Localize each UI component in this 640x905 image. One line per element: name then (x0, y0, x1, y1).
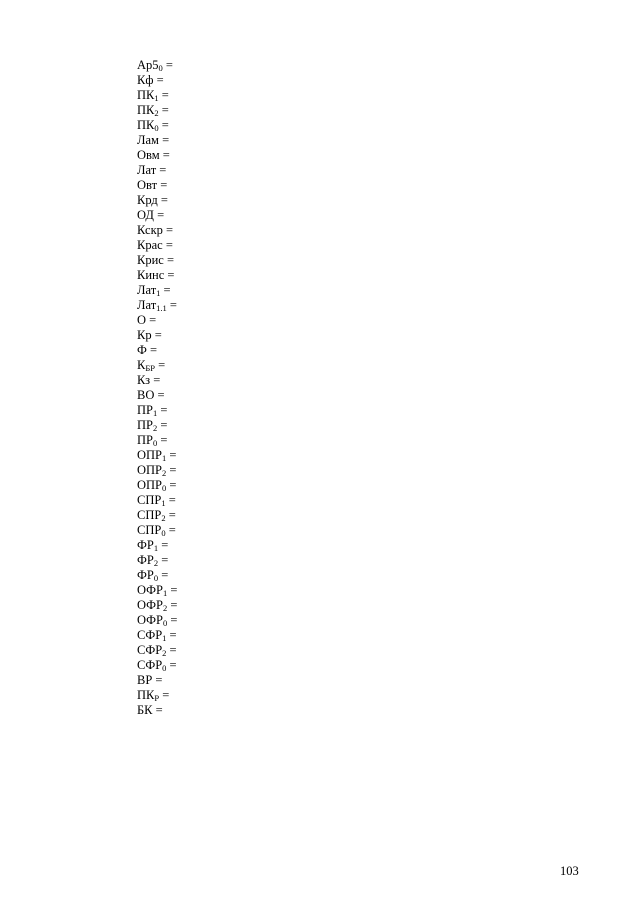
equals-sign: = (150, 373, 161, 387)
equals-sign: = (152, 703, 163, 717)
formula-line (137, 703, 177, 718)
formula-line (137, 598, 177, 613)
formula-line (137, 388, 177, 403)
formula-subscript: 2 (163, 603, 168, 613)
equals-sign: = (156, 163, 167, 177)
formula-subscript: БР (145, 363, 155, 373)
formula-line (137, 298, 177, 313)
formula-symbol: СПР (137, 493, 162, 507)
formula-symbol: Овт (137, 178, 158, 192)
formula-subscript: 0 (158, 63, 163, 73)
equals-sign: = (159, 148, 170, 162)
formula-symbol: ПК (137, 688, 155, 702)
equals-sign: = (158, 118, 169, 132)
formula-symbol: ПК (137, 118, 155, 132)
formula-line (137, 508, 177, 523)
equals-sign: = (160, 283, 171, 297)
equals-sign: = (167, 583, 178, 597)
formula-symbol: К (137, 358, 146, 372)
formula-subscript: 1 (156, 288, 161, 298)
formula-line (137, 223, 177, 238)
equals-sign: = (167, 613, 178, 627)
equals-sign: = (158, 133, 170, 147)
equals-sign: = (158, 538, 169, 552)
equals-sign: = (165, 523, 176, 537)
formula-line (137, 403, 177, 418)
equals-sign: = (164, 268, 175, 282)
formula-subscript: 2 (154, 108, 159, 118)
formula-symbol: Кз (137, 373, 151, 387)
equals-sign: = (166, 448, 177, 462)
equals-sign: = (158, 568, 169, 582)
formula-line (137, 313, 177, 328)
formula-symbol: ОФР (137, 583, 164, 597)
formula-line (137, 58, 177, 73)
formula-line (137, 658, 177, 673)
formula-symbol: Кскр (137, 223, 163, 237)
formula-symbol: Лат (137, 283, 157, 297)
formula-line (137, 568, 177, 583)
formula-subscript: 1 (152, 408, 158, 418)
formula-line (137, 208, 177, 223)
equals-sign: = (146, 313, 157, 327)
formula-symbol: БК (137, 703, 153, 717)
equals-sign: = (152, 673, 163, 687)
equals-sign: = (157, 418, 168, 432)
formula-line (137, 478, 177, 493)
formula-line (137, 103, 177, 118)
formula-subscript: Р (154, 693, 160, 703)
formula-symbol: ПР (137, 418, 153, 432)
formula-subscript: 1 (153, 543, 159, 553)
equals-sign: = (158, 88, 169, 102)
formula-symbol: ОФР (137, 613, 164, 627)
formula-subscript: 2 (161, 513, 166, 523)
formula-symbol: СФР (137, 643, 163, 657)
formula-symbol: Ф (137, 343, 147, 357)
formula-symbol: Кинс (137, 268, 165, 282)
formula-line (137, 148, 177, 163)
formula-subscript: 0 (163, 618, 168, 628)
formula-subscript: 1 (161, 498, 166, 508)
equals-sign: = (162, 238, 173, 252)
formula-line (137, 253, 177, 268)
formula-symbol: Ар5 (137, 58, 159, 72)
equals-sign: = (151, 328, 162, 342)
equals-sign: = (165, 493, 176, 507)
formula-line (137, 178, 177, 193)
formula-symbol: ВО (137, 388, 155, 402)
equals-sign: = (165, 508, 176, 522)
formula-subscript: 2 (162, 648, 167, 658)
formula-line (137, 118, 177, 133)
page-number: 103 (560, 864, 579, 878)
equals-sign: = (153, 73, 164, 87)
formula-line (137, 523, 177, 538)
formula-line (137, 328, 177, 343)
formula-symbol: СФР (137, 658, 163, 672)
equals-sign: = (159, 688, 170, 702)
formula-subscript: 1 (162, 633, 167, 643)
formula-symbol: Кф (137, 73, 154, 87)
formula-subscript: 0 (154, 123, 159, 133)
formula-line (137, 163, 177, 178)
formula-line (137, 433, 177, 448)
equals-sign: = (166, 628, 177, 642)
equals-sign: = (157, 193, 168, 207)
formula-line (137, 238, 177, 253)
equals-sign: = (162, 58, 173, 72)
formula-symbol: СПР (137, 508, 162, 522)
formula-subscript: 0 (162, 483, 167, 493)
formula-line (137, 628, 177, 643)
formula-symbol: ФР (137, 568, 154, 582)
equals-sign: = (166, 643, 177, 657)
formula-symbol: Крас (137, 238, 163, 252)
formula-symbol: Кр (137, 328, 152, 342)
formula-symbol: ФР (137, 538, 154, 552)
formula-subscript: 0 (152, 438, 158, 448)
formula-line (137, 73, 177, 88)
formula-line (137, 448, 177, 463)
formula-line (137, 673, 177, 688)
formula-symbol: ОПР (137, 463, 163, 477)
formula-line (137, 283, 177, 298)
formula-line (137, 268, 177, 283)
formula-line (137, 583, 177, 598)
equals-sign: = (167, 598, 178, 612)
formula-symbol: ПК (137, 103, 155, 117)
formula-subscript: 1.1 (156, 303, 167, 313)
formula-symbol: ВР (137, 673, 153, 687)
equals-sign: = (166, 478, 177, 492)
equals-sign: = (146, 343, 158, 357)
equals-sign: = (166, 658, 177, 672)
formula-subscript: 2 (152, 423, 158, 433)
formula-line (137, 133, 177, 148)
equals-sign: = (157, 178, 168, 192)
formula-symbol: ОД (137, 208, 154, 222)
formula-line (137, 343, 177, 358)
equals-sign: = (166, 463, 177, 477)
formula-line (137, 643, 177, 658)
formula-symbol: СФР (137, 628, 163, 642)
formula-line (137, 373, 177, 388)
equals-sign: = (162, 223, 174, 237)
equals-sign: = (163, 253, 175, 267)
formula-subscript: 0 (161, 528, 166, 538)
equals-sign: = (153, 208, 165, 222)
formula-line (137, 358, 177, 373)
formula-line (137, 538, 177, 553)
formula-symbol: ПР (137, 403, 153, 417)
formula-symbol: Лам (137, 133, 159, 147)
formula-symbol: ПК (137, 88, 155, 102)
formula-list (137, 58, 177, 718)
equals-sign: = (166, 298, 177, 312)
formula-subscript: 0 (162, 663, 167, 673)
formula-subscript: 0 (153, 573, 159, 583)
formula-subscript: 1 (163, 588, 168, 598)
formula-symbol: О (137, 313, 147, 327)
formula-line (137, 418, 177, 433)
equals-sign: = (158, 103, 169, 117)
formula-line (137, 688, 177, 703)
formula-subscript: 1 (162, 453, 167, 463)
formula-symbol: СПР (137, 523, 162, 537)
formula-symbol: ОПР (137, 448, 163, 462)
equals-sign: = (154, 358, 166, 372)
formula-symbol: ОПР (137, 478, 163, 492)
formula-symbol: Лат (137, 163, 157, 177)
equals-sign: = (158, 553, 169, 567)
formula-line (137, 493, 177, 508)
formula-symbol: Крис (137, 253, 164, 267)
formula-line (137, 88, 177, 103)
formula-symbol: ПР (137, 433, 153, 447)
equals-sign: = (157, 433, 168, 447)
formula-subscript: 1 (154, 93, 159, 103)
formula-subscript: 2 (153, 558, 159, 568)
formula-line (137, 613, 177, 628)
formula-line (137, 193, 177, 208)
equals-sign: = (157, 403, 168, 417)
formula-symbol: Овм (137, 148, 160, 162)
formula-subscript: 2 (162, 468, 167, 478)
formula-symbol: Лат (137, 298, 157, 312)
equals-sign: = (154, 388, 165, 402)
formula-symbol: Крд (137, 193, 158, 207)
formula-symbol: ОФР (137, 598, 164, 612)
formula-line (137, 553, 177, 568)
formula-line (137, 463, 177, 478)
formula-symbol: ФР (137, 553, 154, 567)
